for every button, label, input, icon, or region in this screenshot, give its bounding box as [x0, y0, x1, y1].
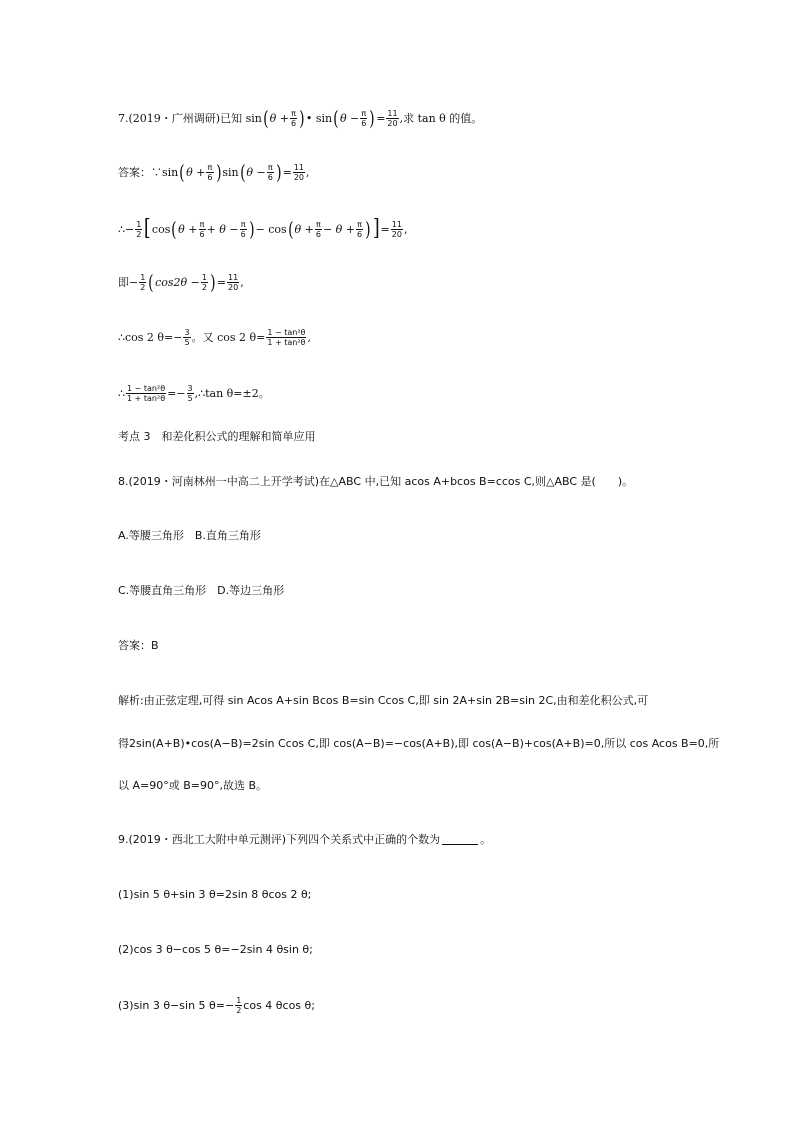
ans7-label: 答案：∵sin	[118, 165, 179, 179]
q9-item-1: (1)sin 5 θ+sin 3 θ=2sin 8 θcos 2 θ;	[118, 888, 312, 901]
fraction-pi-6: $\frac{\pi}{6}$	[290, 108, 297, 128]
q8-analysis-3: 以 A=90°或 B=90°,故选 B。	[118, 779, 268, 792]
q8-analysis-2: 得2sin(A+B)•cos(A−B)=2sin Ccos C,即 cos(A−B)=−cos(A+B),即 cos(A−B)+cos(A+B)=0,所以 cos Acos B=0,所	[118, 737, 720, 750]
q8-options-cd: C.等腰直角三角形 D.等边三角形	[118, 584, 285, 597]
answer-blank[interactable]	[442, 834, 478, 845]
step3-line: 即− $\frac{1}{2}$ ( cos2θ − $\frac{1}{2}$ ) = $\frac{11}{20}$ ,	[118, 270, 244, 294]
q9-item-3: (3)sin 3 θ−sin 5 θ=− $\frac{1}{2}$ cos 4 θcos θ;	[118, 996, 315, 1015]
ans7-line: 答案：∵sin ( θ + $\frac{\pi}{6}$ ) sin ( θ − $\frac{\pi}{6}$ ) = $\frac{11}{20}$ ,	[118, 160, 310, 184]
q9-stem-line: 9.(2019・西北工大附中单元测评)下列四个关系式中正确的个数为 。	[118, 833, 492, 846]
step4-line: ∴cos 2 θ=− $\frac{3}{5}$ 。又 cos 2 θ= $\frac{\text{1 − tan²θ}}{\text{1 + tan²θ}}$ ,	[118, 328, 311, 347]
q8-analysis-1: 解析:由正弦定理,可得 sin Acos A+sin Bcos B=sin Ccos C,即 sin 2A+sin 2B=sin 2C,由和差化积公式,可	[118, 694, 649, 707]
step2-line: ∴− $\frac{1}{2}$ [ cos ( θ + $\frac{\pi}{6}$ + θ − $\frac{\pi}{6}$ ) − cos ( θ + $\frac{\pi}{6}$ − θ + $\frac{\pi}{6}$ ) ] = $\frac{11}{20}$ ,	[118, 216, 408, 241]
q7-suffix: ,求 tan θ 的值。	[399, 111, 483, 125]
section-heading: 考点 3 和差化积公式的理解和简单应用	[118, 430, 316, 443]
q8-options-ab: A.等腰三角形 B.直角三角形	[118, 529, 261, 542]
fraction-pi-6: $\frac{\pi}{6}$	[361, 108, 367, 128]
q8-stem: 8.(2019・河南林州一中高二上开学考试)在△ABC 中,已知 acos A+bcos B=ccos C,则△ABC 是( )。	[118, 475, 634, 488]
q9-item-2: (2)cos 3 θ−cos 5 θ=−2sin 4 θsin θ;	[118, 943, 313, 956]
q8-answer: 答案：B	[118, 639, 159, 652]
fraction-11-20: $\frac{11}{20}$	[387, 108, 398, 128]
q7-line: 7.(2019・广州调研)已知 sin ( θ + $\frac{\pi}{6}$ ) • sin ( θ − $\frac{\pi}{6}$ ) = $\frac{11}{20}$ ,求 tan θ 的值。	[118, 106, 483, 130]
q7-prefix: 7.(2019・广州调研)已知 sin	[118, 111, 262, 125]
step5-line: ∴ $\frac{\text{1 − tan²θ}}{\text{1 + tan²θ}}$ =− $\frac{3}{5}$ ,∴tan θ=±2。	[118, 384, 270, 403]
q9-stem: 9.(2019・西北工大附中单元测评)下列四个关系式中正确的个数为	[118, 833, 441, 846]
